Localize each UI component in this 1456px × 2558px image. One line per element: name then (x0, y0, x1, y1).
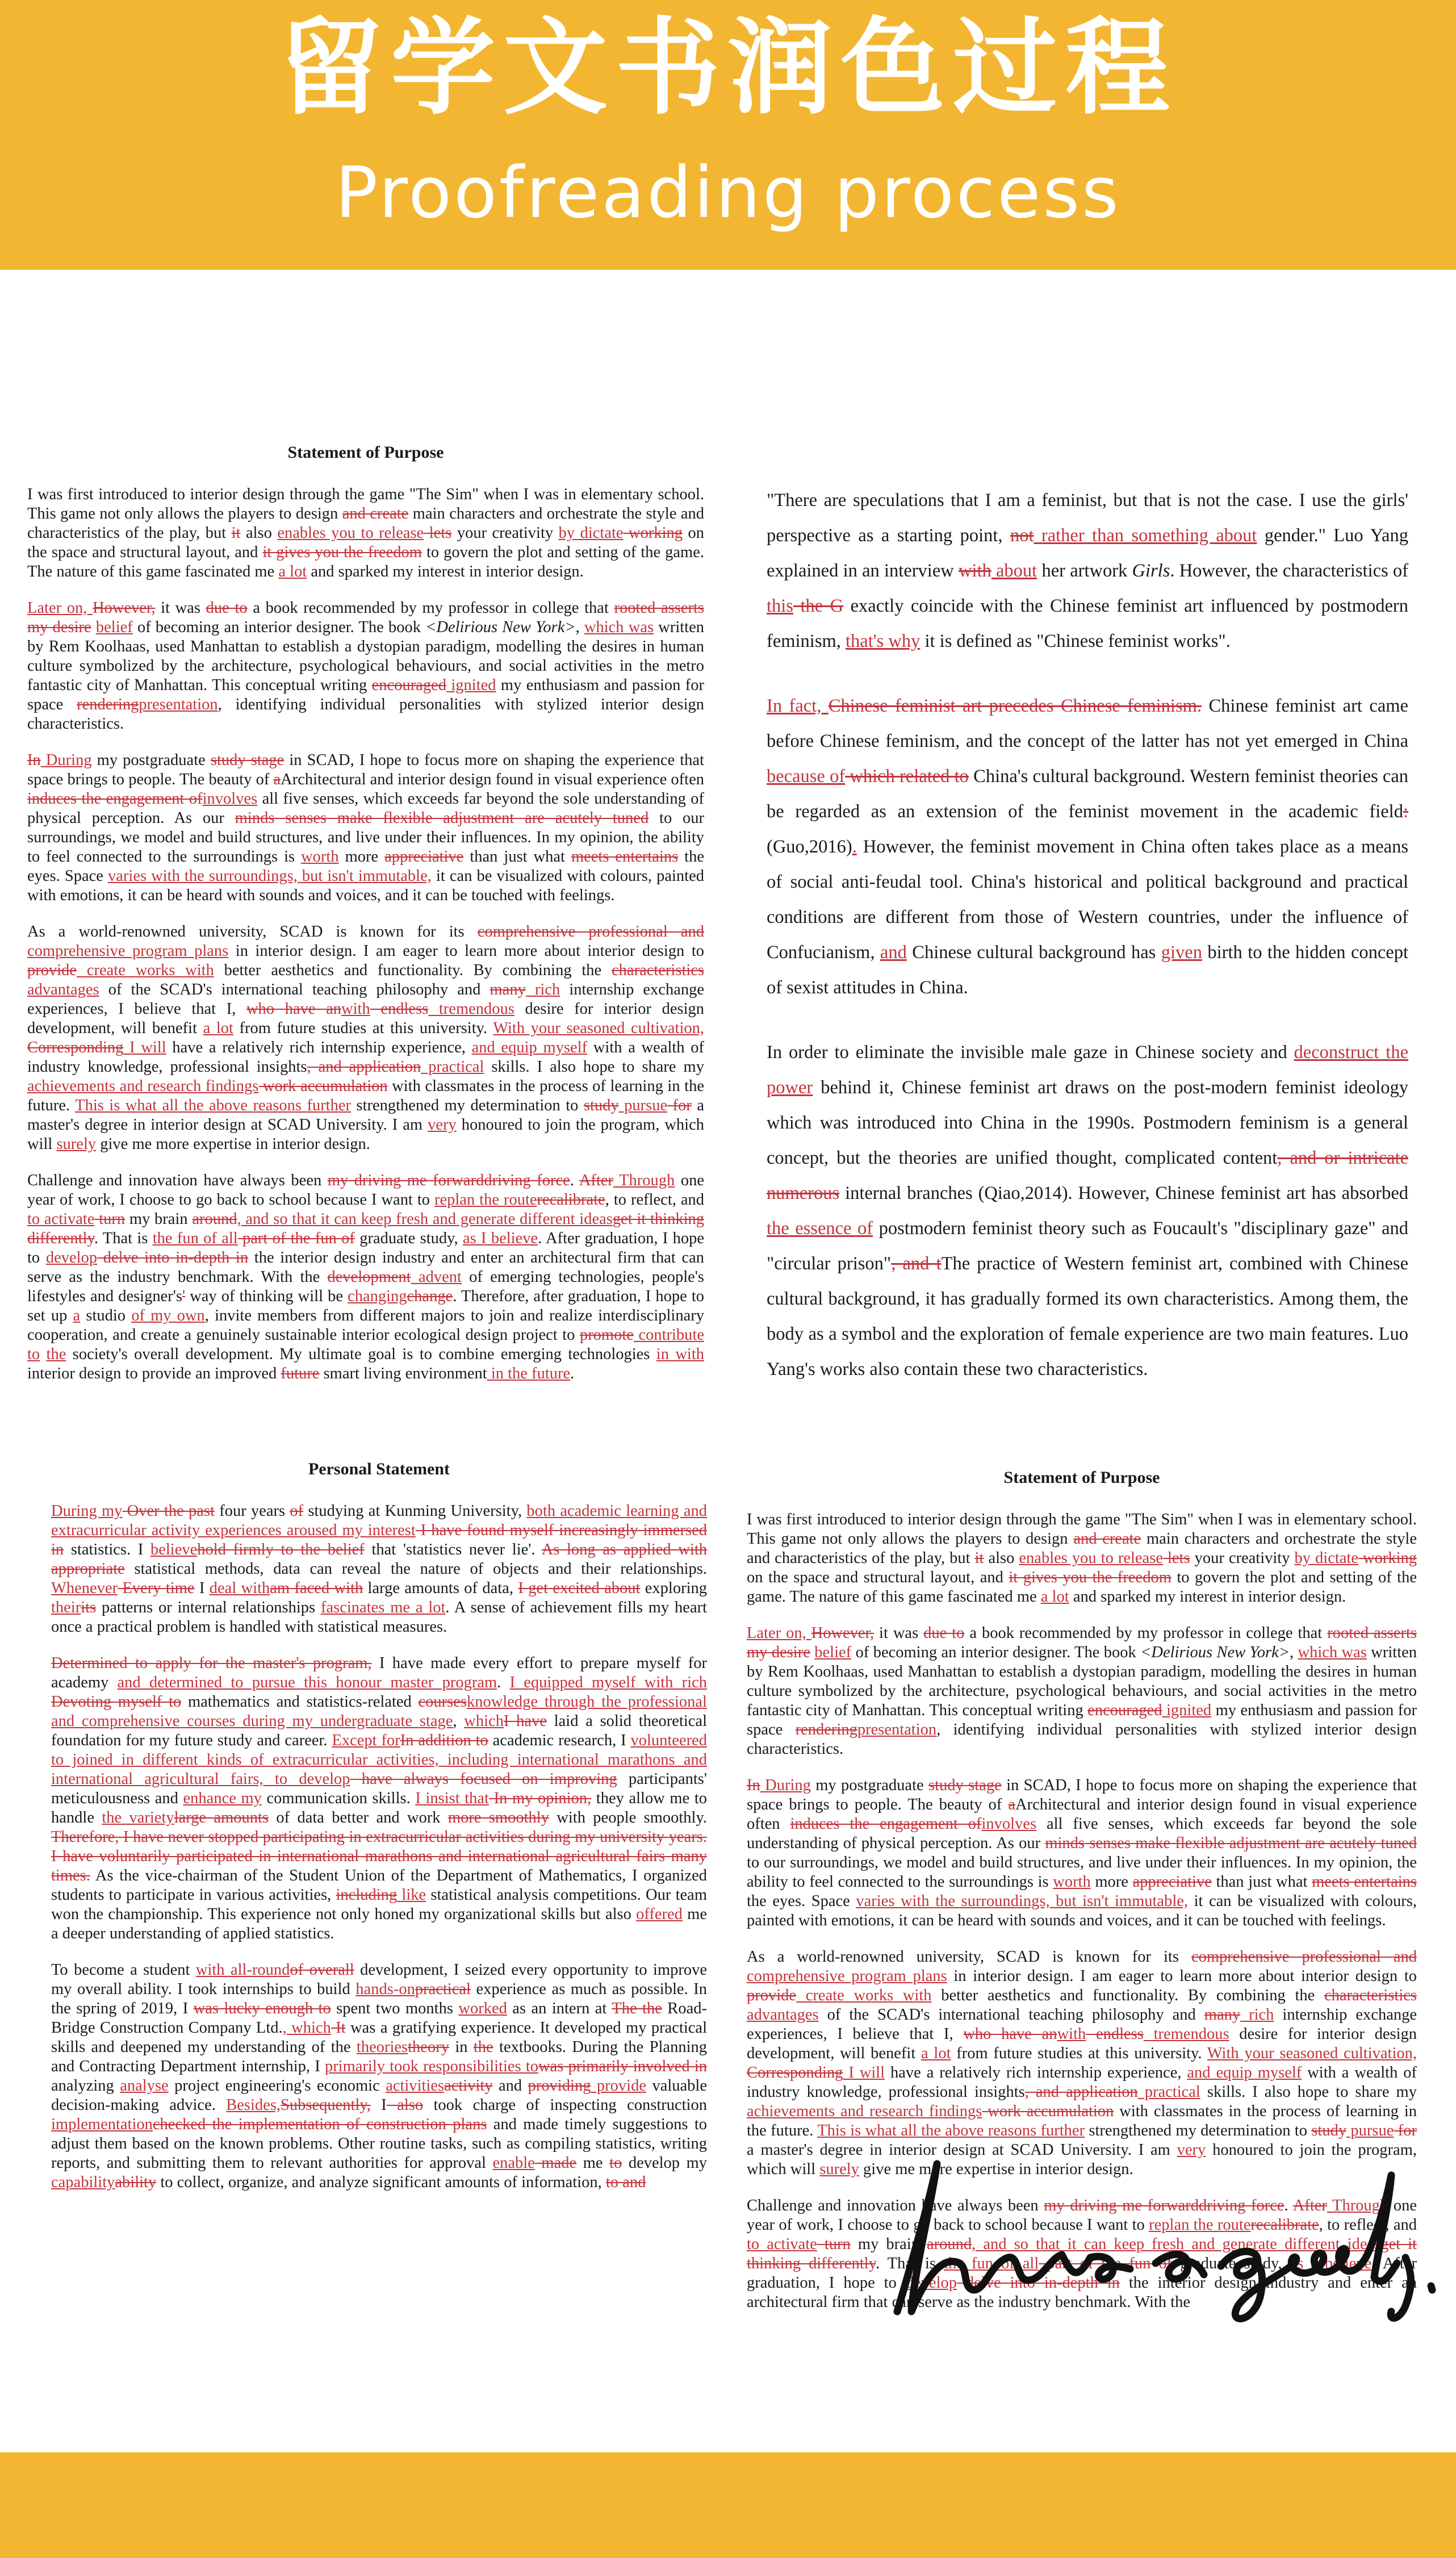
ps-heading: Personal Statement (308, 1460, 450, 1478)
sop-heading: Statement of Purpose (287, 443, 444, 462)
sop-heading-2: Statement of Purpose (1003, 1468, 1160, 1487)
sop-page-bottom-right (747, 1468, 1417, 2311)
sop-paragraph-4: As a world-renowned university, SCAD is known for its comprehensive professional and comprehensive program plans in interior design. I am eager to learn more about interior design to provide create works with better aesthetics and functionality. By combining the characteristics advantages of the SCAD's international teaching philosophy and many rich internship exchange experiences, I believe that I, who have anwith endless tremendous desire for interior design development, will benefit a lot from future studies at this university. With your seasoned cultivation, Corresponding I will have a relatively rich internship experience, and equip myself with a wealth of industry knowledge, professional insights, and application practical skills. I also hope to share my achievements and research findings work accumulation with classmates in the process of learning in the future. This is what all the above reasons further strengthened my determination to study pursue for a master's degree in interior design at SCAD University. I am very honoured to join the program, which will surely give me more expertise in interior design. (27, 923, 705, 1153)
ps-page-bottom-left (51, 1460, 707, 2221)
essay-paragraph-1: "There are speculations that I am a feminist, but that is not the case. I use the girls' perspective as a starting point, not rather than something about gender." Luo Yang explained in an interview with about her artwork Girls. However, the characteristics of this the G exactly coincide with the Chinese feminist art influenced by postmodern feminism, that's why it is defined as "Chinese feminist works". (767, 490, 1408, 651)
essay-paragraph-2: In fact, Chinese feminist art precedes Chinese feminism. Chinese feminist art came before Chinese feminism, and the concept of the latter has not yet emerged in China because of which related to China's cultural background. Western feminist theories can be regarded as an extension of the feminist movement in the academic field: (Guo,2016). However, the feminist movement in China often takes place as a means of social anti-feudal tool. China's historical and political background and practical conditions are different from those of Western countries, under the influence of Confucianism, and Chinese cultural background has given birth to the hidden concept of sexist attitudes in China. (767, 696, 1409, 998)
title-english: Proofreading process (335, 152, 1121, 234)
sop2-paragraph-3: In During my postgraduate study stage in SCAD, I hope to focus more on shaping the experience that space brings to people. The beauty of aArchitectural and interior design found in visual experience often induces the engagement ofinvolves all five senses, which exceeds far beyond the sole understanding of physical perception. As our minds senses make flexible adjustment are acutely tuned to our surroundings, we model and build structures, and live under their influences. In my opinion, the ability to feel connected to the surroundings is worth more appreciative than just what meets entertains the eyes. Space varies with the surroundings, but isn't immutable, it can be visualized with colours, painted with emotions, it can be heard with sounds and voices, and it can be touched with feelings. (747, 1777, 1417, 1929)
essay-paragraph-3: In order to eliminate the invisible male gaze in Chinese society and deconstruct the power behind it, Chinese feminist art draws on the post-modern feminist ideology which was introduced into China in the 1990s. Postmodern feminism is a general concept, but the theories are unified thought, complicated content, and or intricate numerous internal branches (Qiao,2014). However, Chinese feminist art has absorbed the essence of postmodern feminist theory such as Foucault's "disciplinary gaze" and "circular prison", and tThe practice of Western feminist art, combined with Chinese cultural background, it has gradually formed its own characteristics. Among them, the body as a symbol and the exploration of female experience are two main features. Luo Yang's works also contain these two characteristics. (767, 1042, 1409, 1380)
ps-paragraph-2: Determined to apply for the master's program, I have made every effort to prepare myself for academy and determined to pursue this honour master program. I equipped myself with rich Devoting myself to mathematics and statistics-related coursesknowledge through the professional and comprehensive courses during my undergraduate stage, whichI have laid a solid theoretical foundation for my future study and career. Except forIn addition to academic research, I volunteered to joined in different kinds of extracurricular activities, including international marathons and international agricultural fairs, to develop have always focused on improving participants' meticulousness and enhance my communication skills. I insist that In my opinion, they allow me to handle the varietylarge amounts of data better and work more smoothly with people smoothly. Therefore, I have never stopped participating in extracurricular activities during my university years. I have voluntarily participated in international marathons and international agricultural fairs many times. As the vice-chairman of the Student Union of the Department of Mathematics, I organized students to participate in various activities, including like statistical analysis competitions. Our team won the championship. This experience not only honed my organizational skills but also offered me a deeper understanding of applied statistics. (51, 1654, 708, 1942)
sop-paragraph-1: I was first introduced to interior design through the game "The Sim" when I was in elementary school. This game not only allows the players to design and create main characters and orchestrate the style and characteristics of the play, but it also enables you to release lets your creativity by dictate working on the space and structural layout, and it gives you the freedom to govern the plot and setting of the game. The nature of this game fascinated me a lot and sparked my interest in interior design. (27, 486, 705, 580)
essay-page-top-right (767, 483, 1409, 1380)
sop-page-top-left (27, 443, 705, 1382)
handwritten-signature (846, 2141, 1442, 2329)
sop2-paragraph-5: Challenge and innovation have always been my driving me forwarddriving force. After Through one year of work, I choose to go back to school because I want to replan the routerecalibrate, to reflect, and to activate turn my brain around, and so that it can keep fresh and generate different ideasget it thinking differently. That is the fun of all part of the fun of graduate study, as I believe. After graduation, I hope to develop delve into in-depth in the interior design industry and enter an architectural firm that can serve as the industry benchmark. With the (747, 2197, 1417, 2311)
sop-paragraph-2: Later on, However, it was due to a book recommended by my professor in college that rooted asserts my desire belief of becoming an interior designer. The book <Delirious New York>, which was written by Rem Koolhaas, used Manhattan to establish a dystopian paradigm, modelling the desires in human culture symbolized by the architecture, psychological behaviours, and social activities in the metro fantastic city of Manhattan. This conceptual writing encouraged ignited my enthusiasm and passion for space renderingpresentation, identifying individual personalities with stylized interior design characteristics. (27, 599, 705, 733)
ps-paragraph-1: During my Over the past four years of studying at Kunming University, both academic learning and extracurricular activity experiences aroused my interest I have found myself increasingly immersed in statistics. I believehold firmly to the belief that 'statistics never lie'. As long as applied with appropriate statistical methods, data can reveal the nature of objects and their relationships. Whenever Every time I deal witham faced with large amounts of data, I get excited about exploring theirits patterns or internal relationships fascinates me a lot. A sense of achievement fills my heart once a practical problem is handled with statistical measures. (51, 1502, 708, 1636)
ps-paragraph-3: To become a student with all-roundof overall development, I seized every opportunity to improve my overall ability. I took internships to build hands-onpractical experience as much as possible. In the spring of 2019, I was lucky enough to spent two months worked as an intern at The the Road-Bridge Construction Company Ltd., which It was a gratifying experience. It developed my practical skills and deepened my understanding of the theoriestheory in the textbooks. During the Planning and Contracting Department internship, I primarily took responsibilities towas primarily involved in analyzing analyse project engineering's economic activitiesactivity and providing provide valuable decision-making advice. Besides,Subsequently, I also took charge of inspecting construction implementationchecked the implementation of construction plans and made timely suggestions to adjust them based on the known problems. Other routine tasks, such as compiling statistics, writing reports, and submitting them to relevant authorities for approval enable made me to develop my capabilityability to collect, organize, and analyze significant amounts of information, to and (51, 1961, 708, 2191)
sop2-paragraph-2: Later on, However, it was due to a book recommended by my professor in college that rooted asserts my desire belief of becoming an interior designer. The book <Delirious New York>, which was written by Rem Koolhaas, used Manhattan to establish a dystopian paradigm, modelling the desires in human culture symbolized by the architecture, psychological behaviours, and social activities in the metro fantastic city of Manhattan. This conceptual writing encouraged ignited my enthusiasm and passion for space renderingpresentation, identifying individual personalities with stylized interior design characteristics. (747, 1624, 1417, 1758)
sop2-paragraph-1: I was first introduced to interior design through the game "The Sim" when I was in elementary school. This game not only allows the players to design and create main characters and orchestrate the style and characteristics of the play, but it also enables you to release lets your creativity by dictate working on the space and structural layout, and it gives you the freedom to govern the plot and setting of the game. The nature of this game fascinated me a lot and sparked my interest in interior design. (747, 1511, 1417, 1606)
footer-banner (0, 2452, 1456, 2558)
title-chinese: 留学文书润色过程 (278, 7, 1178, 129)
sop2-paragraph-4: As a world-renowned university, SCAD is known for its comprehensive professional and comprehensive program plans in interior design. I am eager to learn more about interior design to provide create works with better aesthetics and functionality. By combining the characteristics advantages of the SCAD's international teaching philosophy and many rich internship exchange experiences, I believe that I, who have anwith endless tremendous desire for interior design development, will benefit a lot from future studies at this university. With your seasoned cultivation, Corresponding I will have a relatively rich internship experience, and equip myself with a wealth of industry knowledge, professional insights, and application practical skills. I also hope to share my achievements and research findings work accumulation with classmates in the process of learning in the future. This is what all the above reasons further strengthened my determination to study pursue for a master's degree in interior design at SCAD University. I am very honoured to join the program, which will surely give me more expertise in interior design. (747, 1948, 1417, 2178)
sop-paragraph-3: In During my postgraduate study stage in SCAD, I hope to focus more on shaping the experience that space brings to people. The beauty of aArchitectural and interior design found in visual experience often induces the engagement ofinvolves all five senses, which exceeds far beyond the sole understanding of physical perception. As our minds senses make flexible adjustment are acutely tuned to our surroundings, we model and build structures, and live under their influences. In my opinion, the ability to feel connected to the surroundings is worth more appreciative than just what meets entertains the eyes. Space varies with the surroundings, but isn't immutable, it can be visualized with colours, painted with emotions, it can be heard with sounds and voices, and it can be touched with feelings. (27, 751, 705, 904)
header-banner (0, 0, 1456, 270)
sop-paragraph-5: Challenge and innovation have always been my driving me forwarddriving force. After Through one year of work, I choose to go back to school because I want to replan the routerecalibrate, to reflect, and to activate turn my brain around, and so that it can keep fresh and generate different ideasget it thinking differently. That is the fun of all part of the fun of graduate study, as I believe. After graduation, I hope to develop delve into in-depth in the interior design industry and enter an architectural firm that can serve as the industry benchmark. With the development advent of emerging technologies, people's lifestyles and designer's' way of thinking will be changingchange. Therefore, after graduation, I hope to set up a studio of my own, invite members from different majors to join and realize interdisciplinary cooperation, and create a genuinely sustainable interior ecological design project to promote contribute to the society's overall development. My ultimate goal is to combine emerging technologies in with interior design to provide an improved future smart living environment in the future. (27, 1172, 705, 1382)
